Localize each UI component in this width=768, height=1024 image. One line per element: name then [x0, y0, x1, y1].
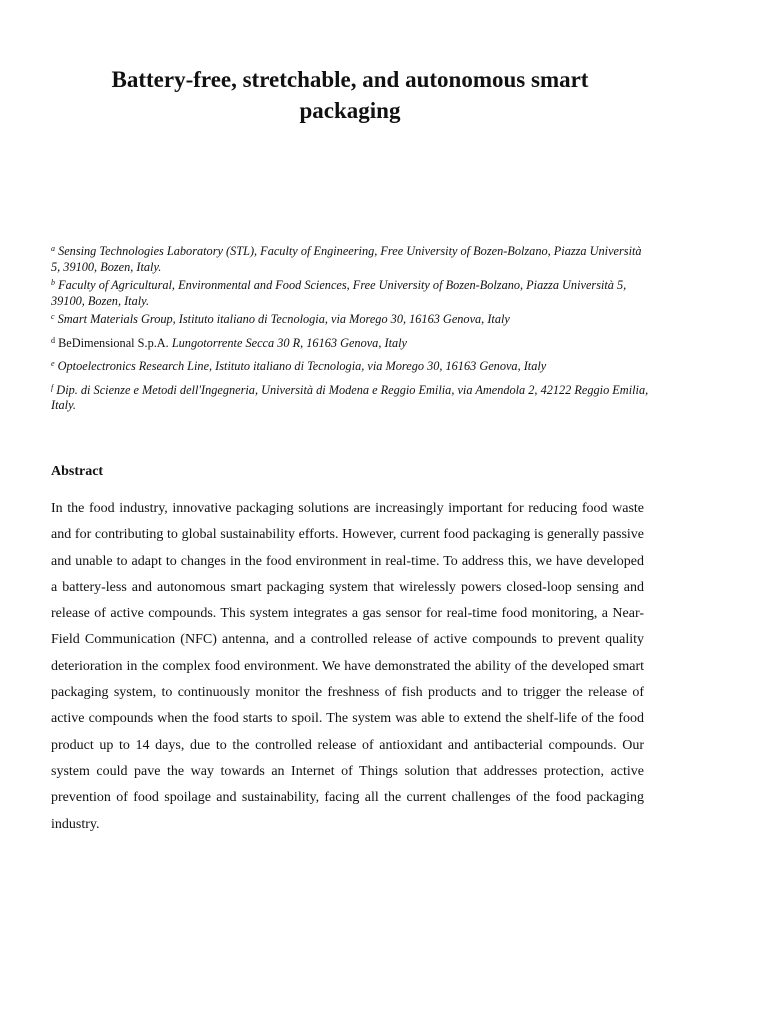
affiliation-mark-a: a: [51, 244, 55, 253]
affiliation-d: [51, 333, 651, 352]
paper-title: [60, 64, 640, 126]
affiliation-f: [51, 380, 651, 414]
affiliation-text-f: Dip. di Scienze e Metodi dell'Ingegneria, Università di Modena e Reggio Emilia, via Amendola 2, 42122 Reggio Emilia, Italy.: [51, 382, 649, 412]
affiliation-b: [51, 275, 651, 309]
affiliation-name-d: BeDimensional S.p.A.: [55, 335, 169, 350]
affiliation-mark-d: d: [51, 335, 55, 345]
affiliation-text-c: Smart Materials Group, Istituto italiano di Tecnologia, via Morego 30, 16163 Genova, Italy: [54, 312, 510, 326]
paper-title-line-1: Battery-free, stretchable, and autonomous smart: [111, 67, 589, 92]
affiliation-mark-c: c: [51, 312, 55, 321]
paper-title-line-2: packaging: [299, 98, 401, 123]
affiliation-e: [51, 356, 651, 375]
abstract-heading: Abstract: [51, 464, 104, 479]
affiliation-text-b: Faculty of Agricultural, Environmental and Food Sciences, Free University of Bozen-Bolzano, Piazza Università 5, 39100, Bozen, Italy.: [51, 278, 627, 308]
affiliation-mark-e: e: [51, 359, 55, 368]
affiliation-text-e: Optoelectronics Research Line, Istituto italiano di Tecnologia, via Morego 30, 16163 Genova, Italy: [54, 359, 547, 373]
affiliation-text-a: Sensing Technologies Laboratory (STL), Faculty of Engineering, Free University of Bozen-Bolzano, Piazza Università 5, 39100, Bozen, Italy.: [51, 244, 642, 274]
affiliation-mark-b: b: [51, 278, 55, 287]
affiliations-block: [51, 241, 651, 414]
affiliation-c: [51, 309, 651, 328]
affiliation-a: [51, 241, 651, 275]
affiliation-text-d: Lungotorrente Secca 30 R, 16163 Genova, Italy: [168, 335, 408, 350]
abstract-body: In the food industry, innovative packaging solutions are increasingly important for reducing food waste and for contributing to global sustainability efforts. However, current food packaging is generally passive and unable to adapt to changes in the food environment in real-time. To address this, we have developed a battery-less and autonomous smart packaging system that wirelessly powers closed-loop sensing and release of active compounds. This system integrates a gas sensor for real-time food monitoring, a Near-Field Communication (NFC) antenna, and a controlled release of active compounds to prevent quality deterioration in the complex food environment. We have demonstrated the ability of the developed smart packaging system, to continuously monitor the freshness of fish products and to trigger the release of active compounds when the food starts to spoil. The system was able to extend the shelf-life of the food product up to 14 days, due to the controlled release of antioxidant and antibacterial compounds. Our system could pave the way towards an Internet of Things solution that addresses protection, active prevention of food spoilage and sustainability, facing all the current challenges of the food packaging industry.: [51, 501, 644, 832]
affiliation-mark-f: f: [51, 382, 54, 392]
